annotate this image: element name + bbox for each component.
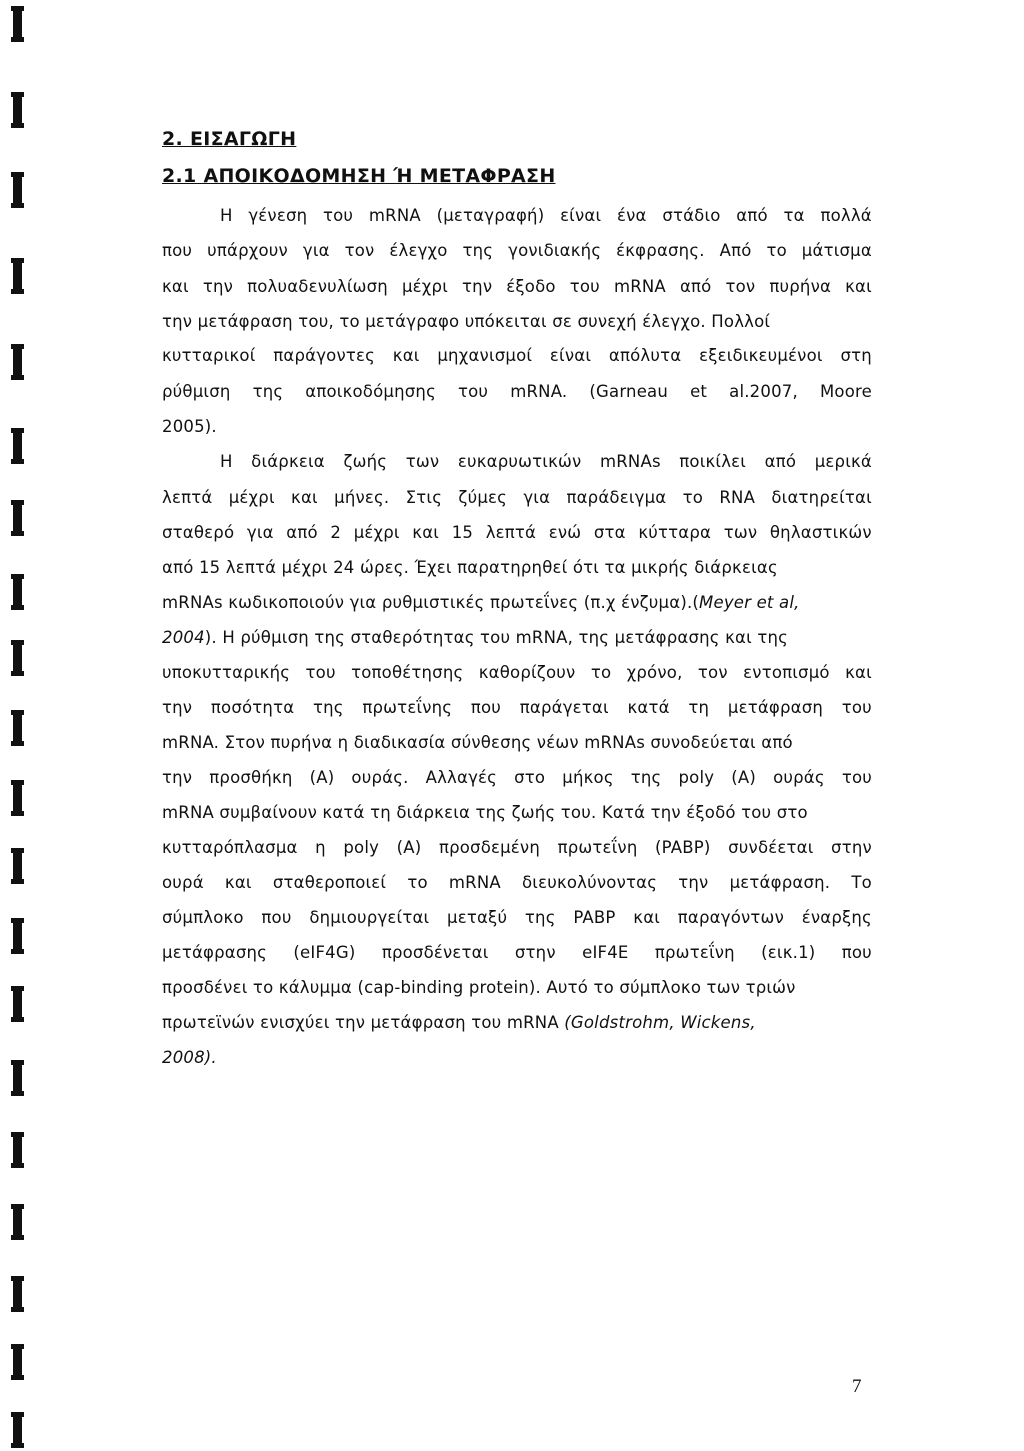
word: που xyxy=(841,943,872,962)
word: και xyxy=(392,346,420,365)
text-line: 2005). xyxy=(162,417,217,436)
word: μεταξύ xyxy=(447,908,508,927)
word: παράδειγμα xyxy=(566,488,667,507)
word: και xyxy=(162,277,189,296)
word: ενώ xyxy=(548,523,582,542)
word: συνδέεται xyxy=(728,838,814,857)
page-number: 7 xyxy=(852,1376,862,1397)
word: τον xyxy=(725,277,756,296)
word: γονιδιακής xyxy=(508,241,602,260)
word: από xyxy=(679,277,712,296)
binding-mark xyxy=(13,172,22,208)
word: της xyxy=(312,698,344,717)
text-line xyxy=(162,837,872,859)
word: πρωτεΐνη xyxy=(557,838,638,857)
word: τη xyxy=(688,698,710,717)
binding-mark xyxy=(13,574,22,610)
word: διατηρείται xyxy=(771,488,872,507)
word: για xyxy=(523,488,551,507)
text-line xyxy=(162,381,872,403)
word: 2 xyxy=(330,523,342,542)
word: Moore xyxy=(819,382,872,401)
word: et xyxy=(690,382,708,401)
word: κύτταρα xyxy=(638,523,712,542)
word: mRNAs xyxy=(599,452,661,471)
word: τον xyxy=(344,241,375,260)
word: και xyxy=(291,488,318,507)
word: θηλαστικών xyxy=(769,523,872,542)
text-line xyxy=(162,487,872,509)
word: (A) xyxy=(731,768,757,787)
word: στα xyxy=(593,523,626,542)
word: και xyxy=(412,523,440,542)
word: μήκος xyxy=(562,768,614,787)
word: μετάφρασης xyxy=(162,943,268,962)
text-span: mRNAs κωδικοποιούν για ρυθμιστικές πρωτεΐνες (π.χ ένζυμα).( xyxy=(162,593,700,612)
word: του xyxy=(841,698,872,717)
word: μήνες. xyxy=(334,488,390,507)
binding-mark xyxy=(13,1132,22,1168)
word: μετάφραση. xyxy=(729,873,831,892)
word: είναι xyxy=(560,206,602,225)
text-line xyxy=(220,451,872,473)
binding-mark xyxy=(13,1412,22,1448)
word: πολυαδενυλίωση xyxy=(247,277,388,296)
word: κυτταρικοί xyxy=(162,346,256,365)
word: (Α) xyxy=(309,768,335,787)
word: και xyxy=(845,277,872,296)
word: παράγεται xyxy=(519,698,609,717)
word: mRNA xyxy=(368,206,421,225)
word: η xyxy=(315,838,326,857)
word: είναι xyxy=(549,346,592,365)
binding-mark xyxy=(13,92,22,128)
word: το xyxy=(766,241,787,260)
word: στην xyxy=(514,943,556,962)
word: στάδιο xyxy=(662,206,721,225)
text-line: προσδένει το κάλυμμα (cap-binding protein). Αυτό το σύμπλοκο των τριών xyxy=(162,978,796,997)
text-line xyxy=(162,345,872,367)
word: γένεση xyxy=(248,206,308,225)
binding-mark xyxy=(13,1204,22,1240)
citation: (Goldstrohm, Wickens, xyxy=(564,1013,756,1032)
word: δημιουργείται xyxy=(309,908,430,927)
word: στη xyxy=(840,346,872,365)
word: υπάρχουν xyxy=(207,241,288,260)
binding-mark xyxy=(13,1276,22,1312)
word: την xyxy=(678,873,709,892)
word: που xyxy=(470,698,502,717)
text-line: από 15 λεπτά μέχρι 24 ώρες. Έχει παρατηρηθεί ότι τα μικρής διάρκειας xyxy=(162,558,778,577)
text-line xyxy=(162,697,872,719)
word: εντοπισμό xyxy=(743,663,830,682)
binding-mark xyxy=(13,6,22,42)
word: παραγόντων xyxy=(677,908,784,927)
word: την xyxy=(202,277,234,296)
word: μάτισμα xyxy=(801,241,872,260)
word: του xyxy=(305,663,336,682)
word: της xyxy=(252,382,284,401)
word: των xyxy=(723,523,758,542)
word: τον xyxy=(697,663,728,682)
word: πολλά xyxy=(820,206,872,225)
word: σταθεροποιεί xyxy=(272,873,387,892)
text-span: ). Η ρύθμιση της σταθερότητας του mRNA, της μετάφρασης και της xyxy=(204,628,789,647)
binding-mark xyxy=(13,500,22,536)
word: poly xyxy=(678,768,715,787)
word: το xyxy=(407,873,428,892)
word: (PABP) xyxy=(655,838,711,857)
word: εξειδικευμένοι xyxy=(699,346,823,365)
word: απόλυτα xyxy=(608,346,682,365)
word: Το xyxy=(851,873,872,892)
word: al.2007, xyxy=(729,382,798,401)
word: που xyxy=(162,241,193,260)
word: λεπτά xyxy=(162,488,213,507)
word: πρωτεΐνης xyxy=(362,698,453,717)
subsection-title: 2.1 ΑΠΟΙΚΟΔΟΜΗΣΗ Ή ΜΕΤΑΦΡΑΣΗ xyxy=(162,165,556,187)
citation: Meyer et al, xyxy=(699,593,800,612)
text-line xyxy=(162,522,872,544)
word: έλεγχο xyxy=(389,241,448,260)
word: παράγοντες xyxy=(273,346,376,365)
word: (A) xyxy=(396,838,422,857)
word: μέχρι xyxy=(401,277,448,296)
word: κυτταρόπλασμα xyxy=(162,838,298,857)
word: και xyxy=(224,873,252,892)
text-span: πρωτεϊνών ενισχύει την μετάφραση του mRNA xyxy=(162,1013,565,1032)
word: που xyxy=(261,908,292,927)
word: (Garneau xyxy=(589,382,669,401)
word: ουράς. xyxy=(351,768,409,787)
word: και xyxy=(633,908,661,927)
text-line xyxy=(162,907,872,929)
text-line xyxy=(162,592,872,614)
word: έξοδο xyxy=(506,277,556,296)
word: υποκυτταρικής xyxy=(162,663,291,682)
word: ευκαρυωτικών xyxy=(457,452,582,471)
word: στο xyxy=(514,768,546,787)
text-line xyxy=(220,205,872,227)
text-line: την μετάφραση του, το μετάγραφο υπόκειται σε συνεχή έλεγχο. Πολλοί xyxy=(162,312,771,331)
word: πρωτεΐνη xyxy=(654,943,735,962)
binding-mark xyxy=(13,986,22,1022)
word: mRNA xyxy=(613,277,666,296)
word: eIF4E xyxy=(582,943,629,962)
word: διευκολύνοντας xyxy=(522,873,658,892)
word: χρόνο, xyxy=(626,663,683,682)
text-line xyxy=(162,276,872,298)
binding-mark xyxy=(13,1060,22,1096)
word: την xyxy=(162,768,193,787)
word: προσδένεται xyxy=(381,943,489,962)
word: από xyxy=(764,452,797,471)
word: του xyxy=(569,277,600,296)
word: προσθήκη xyxy=(209,768,293,787)
word: ρύθμιση xyxy=(162,382,231,401)
word: ζύμες xyxy=(458,488,508,507)
binding-marks xyxy=(0,0,40,1451)
word: τα xyxy=(783,206,805,225)
text-line xyxy=(162,627,872,649)
word: της xyxy=(462,241,494,260)
text-line xyxy=(162,662,872,684)
word: mRNA xyxy=(448,873,501,892)
word: PABP xyxy=(573,908,616,927)
text-line xyxy=(162,1012,872,1034)
word: μηχανισμοί xyxy=(437,346,533,365)
word: poly xyxy=(343,838,380,857)
binding-mark xyxy=(13,428,22,464)
word: από xyxy=(286,523,318,542)
word: ουρά xyxy=(162,873,204,892)
word: ζωής xyxy=(343,452,388,471)
word: Η xyxy=(220,452,233,471)
binding-mark xyxy=(13,1344,22,1380)
word: στην xyxy=(831,838,872,857)
word: του xyxy=(458,382,489,401)
word: Στις xyxy=(405,488,443,507)
word: των xyxy=(405,452,440,471)
word: καθορίζουν xyxy=(478,663,576,682)
binding-mark xyxy=(13,344,22,380)
word: μέχρι xyxy=(228,488,275,507)
word: μερικά xyxy=(814,452,872,471)
word: (εικ.1) xyxy=(761,943,816,962)
word: ένα xyxy=(616,206,647,225)
binding-mark xyxy=(13,640,22,676)
word: του xyxy=(841,768,872,787)
word: για xyxy=(302,241,330,260)
word: και xyxy=(845,663,872,682)
word: μετάφραση xyxy=(727,698,824,717)
word: mRNA. xyxy=(510,382,568,401)
word: του xyxy=(322,206,354,225)
text-line: mRNA. Στον πυρήνα η διαδικασία σύνθεσης νέων mRNAs συνοδεύεται από xyxy=(162,733,793,752)
word: 15 xyxy=(451,523,474,542)
word: έκφρασης. xyxy=(616,241,705,260)
word: της xyxy=(524,908,556,927)
text-line xyxy=(162,240,872,262)
word: της xyxy=(630,768,662,787)
word: αποικοδόμησης xyxy=(305,382,436,401)
word: ποικίλει xyxy=(679,452,747,471)
word: το xyxy=(682,488,704,507)
word: τοποθέτησης xyxy=(351,663,464,682)
binding-mark xyxy=(13,918,22,954)
binding-mark xyxy=(13,780,22,816)
word: έναρξης xyxy=(801,908,872,927)
word: μέχρι xyxy=(353,523,400,542)
text-line: mRNA συμβαίνουν κατά τη διάρκεια της ζωής του. Κατά την έξοδό του στο xyxy=(162,803,808,822)
word: ποσότητα xyxy=(210,698,295,717)
word: Από xyxy=(719,241,752,260)
word: προσδεμένη xyxy=(438,838,541,857)
binding-mark xyxy=(13,848,22,884)
binding-mark xyxy=(13,258,22,294)
word: από xyxy=(736,206,768,225)
word: σύμπλοκο xyxy=(162,908,244,927)
word: την xyxy=(162,698,193,717)
word: ουράς xyxy=(773,768,825,787)
word: το xyxy=(590,663,612,682)
binding-mark xyxy=(13,710,22,746)
word: για xyxy=(246,523,274,542)
text-line: 2008). xyxy=(162,1048,217,1067)
word: λεπτά xyxy=(485,523,537,542)
word: Αλλαγές xyxy=(425,768,498,787)
word: διάρκεια xyxy=(251,452,325,471)
section-title: 2. ΕΙΣΑΓΩΓΗ xyxy=(162,128,297,150)
word: (eIF4G) xyxy=(293,943,356,962)
word: σταθερό xyxy=(162,523,235,542)
word: την xyxy=(462,277,493,296)
text-line xyxy=(162,767,872,789)
word: πυρήνα xyxy=(769,277,832,296)
citation: 2004 xyxy=(162,628,205,647)
word: Η xyxy=(220,206,233,225)
word: (μεταγραφή) xyxy=(436,206,545,225)
word: RNA xyxy=(719,488,756,507)
word: κατά xyxy=(627,698,670,717)
text-line xyxy=(162,872,872,894)
text-line xyxy=(162,942,872,964)
